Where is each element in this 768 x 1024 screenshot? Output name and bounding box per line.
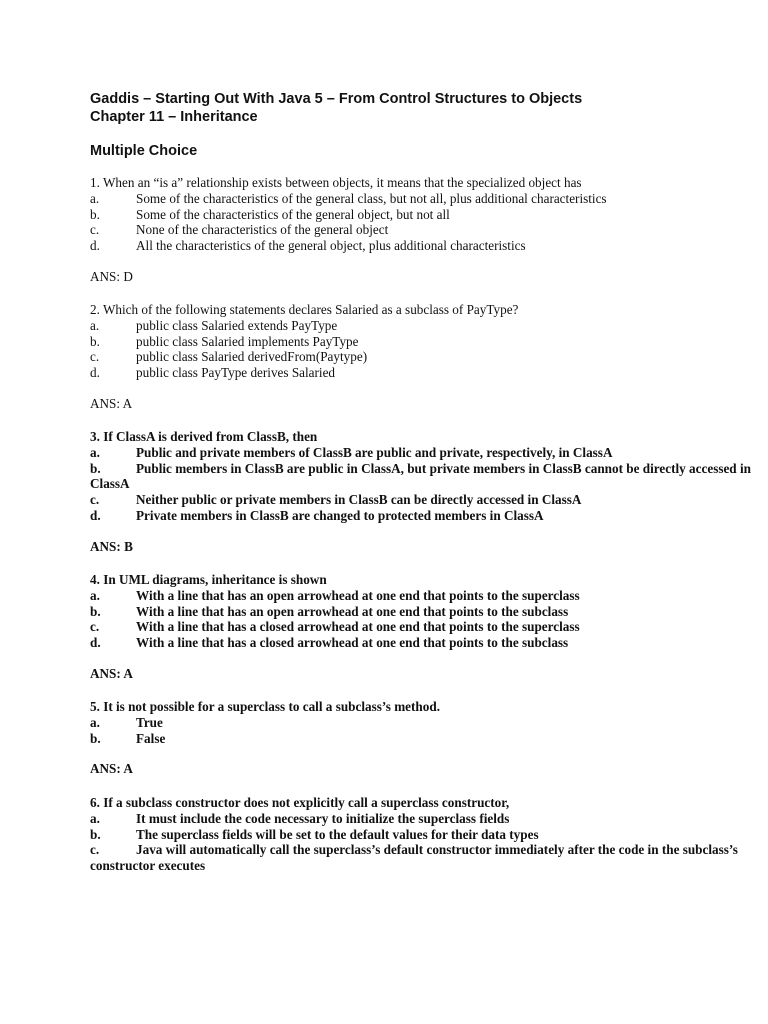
option-b bbox=[90, 827, 762, 843]
option-b bbox=[90, 207, 762, 223]
option-a bbox=[90, 191, 762, 207]
section-heading: Multiple Choice bbox=[90, 143, 198, 159]
option-c bbox=[90, 842, 762, 874]
chapter-title: Chapter 11 – Inheritance bbox=[90, 109, 258, 125]
option-a bbox=[90, 318, 762, 334]
question-text: 1. When an “is a” relationship exists between objects, it means that the specialized object has bbox=[90, 175, 582, 190]
question-6 bbox=[90, 795, 762, 874]
answer: ANS: D bbox=[90, 268, 133, 284]
option-a bbox=[90, 445, 762, 461]
question-text: 5. It is not possible for a superclass to call a subclass’s method. bbox=[90, 699, 440, 714]
option-text: Public and private members of ClassB are public and private, respectively, in ClassA bbox=[136, 444, 613, 460]
option-c bbox=[90, 619, 762, 635]
option-d bbox=[90, 238, 762, 254]
option-text: public class Salaried derivedFrom(Paytype) bbox=[136, 349, 368, 365]
option-text: public class PayType derives Salaried bbox=[136, 365, 336, 381]
option-c bbox=[90, 492, 762, 508]
option-d bbox=[90, 365, 762, 381]
option-b bbox=[90, 461, 762, 493]
option-a bbox=[90, 715, 762, 731]
option-letter: b. bbox=[90, 826, 101, 842]
document-title: Gaddis – Starting Out With Java 5 – From Control Structures to Objects bbox=[90, 91, 583, 107]
option-text: Private members in ClassB are changed to protected members in ClassA bbox=[136, 507, 544, 523]
option-letter: b. bbox=[90, 603, 101, 619]
answer: ANS: B bbox=[90, 538, 133, 554]
option-letter: d. bbox=[90, 365, 100, 381]
option-text: Java will automatically call the superclass’s default constructor immediately after the code in the subclass’s constructor executes bbox=[90, 842, 738, 874]
option-c bbox=[90, 349, 762, 365]
option-text: public class Salaried implements PayType bbox=[136, 333, 359, 349]
answer: ANS: A bbox=[90, 665, 133, 681]
question-4 bbox=[90, 572, 762, 682]
question-5 bbox=[90, 699, 762, 777]
option-letter: d. bbox=[90, 635, 101, 651]
option-d bbox=[90, 635, 762, 651]
option-c bbox=[90, 222, 762, 238]
option-text: False bbox=[136, 730, 166, 746]
option-letter: c. bbox=[90, 619, 100, 635]
option-text: Some of the characteristics of the general object, but not all bbox=[136, 206, 450, 222]
option-text: The superclass fields will be set to the default values for their data types bbox=[136, 826, 539, 842]
option-letter: a. bbox=[90, 190, 100, 206]
option-b bbox=[90, 731, 762, 747]
question-1 bbox=[90, 175, 762, 285]
answer: ANS: A bbox=[90, 761, 133, 777]
option-letter: d. bbox=[90, 507, 101, 523]
option-text: It must include the code necessary to initialize the superclass fields bbox=[136, 810, 510, 826]
option-text: Neither public or private members in ClassB can be directly accessed in ClassA bbox=[136, 492, 582, 508]
option-text: True bbox=[136, 714, 163, 730]
option-b bbox=[90, 334, 762, 350]
option-letter: b. bbox=[90, 730, 101, 746]
option-letter: b. bbox=[90, 333, 100, 349]
question-text: 4. In UML diagrams, inheritance is shown bbox=[90, 572, 327, 587]
option-text: With a line that has a closed arrowhead at one end that points to the superclass bbox=[136, 619, 580, 635]
option-letter: a. bbox=[90, 714, 100, 730]
question-text: 6. If a subclass constructor does not explicitly call a superclass constructor, bbox=[90, 795, 510, 810]
option-letter: a. bbox=[90, 810, 100, 826]
option-text: Some of the characteristics of the general class, but not all, plus additional characteristics bbox=[136, 190, 607, 206]
question-text: 2. Which of the following statements declares Salaried as a subclass of PayType? bbox=[90, 302, 519, 317]
option-text: All the characteristics of the general object, plus additional characteristics bbox=[136, 238, 526, 254]
option-letter: d. bbox=[90, 238, 100, 254]
option-text: With a line that has an open arrowhead at one end that points to the superclass bbox=[136, 587, 580, 603]
option-text: With a line that has an open arrowhead at one end that points to the subclass bbox=[136, 603, 569, 619]
option-a bbox=[90, 811, 762, 827]
option-letter: c. bbox=[90, 349, 100, 365]
question-2 bbox=[90, 302, 762, 412]
option-letter: a. bbox=[90, 444, 100, 460]
question-3 bbox=[90, 429, 762, 555]
option-letter: c. bbox=[90, 492, 100, 508]
option-text: None of the characteristics of the general object bbox=[136, 222, 389, 238]
option-b bbox=[90, 604, 762, 620]
option-a bbox=[90, 588, 762, 604]
option-letter: a. bbox=[90, 317, 100, 333]
option-letter: b. bbox=[90, 460, 101, 476]
option-letter: a. bbox=[90, 587, 100, 603]
answer: ANS: A bbox=[90, 395, 133, 411]
option-text: With a line that has a closed arrowhead at one end that points to the subclass bbox=[136, 635, 569, 651]
option-letter: b. bbox=[90, 206, 100, 222]
question-text: 3. If ClassA is derived from ClassB, then bbox=[90, 429, 318, 444]
option-letter: c. bbox=[90, 222, 100, 238]
option-d bbox=[90, 508, 762, 524]
option-text: public class Salaried extends PayType bbox=[136, 317, 338, 333]
option-text: Public members in ClassB are public in ClassA, but private members in ClassB cannot be directly accessed in ClassA bbox=[90, 460, 751, 492]
option-letter: c. bbox=[90, 842, 100, 858]
